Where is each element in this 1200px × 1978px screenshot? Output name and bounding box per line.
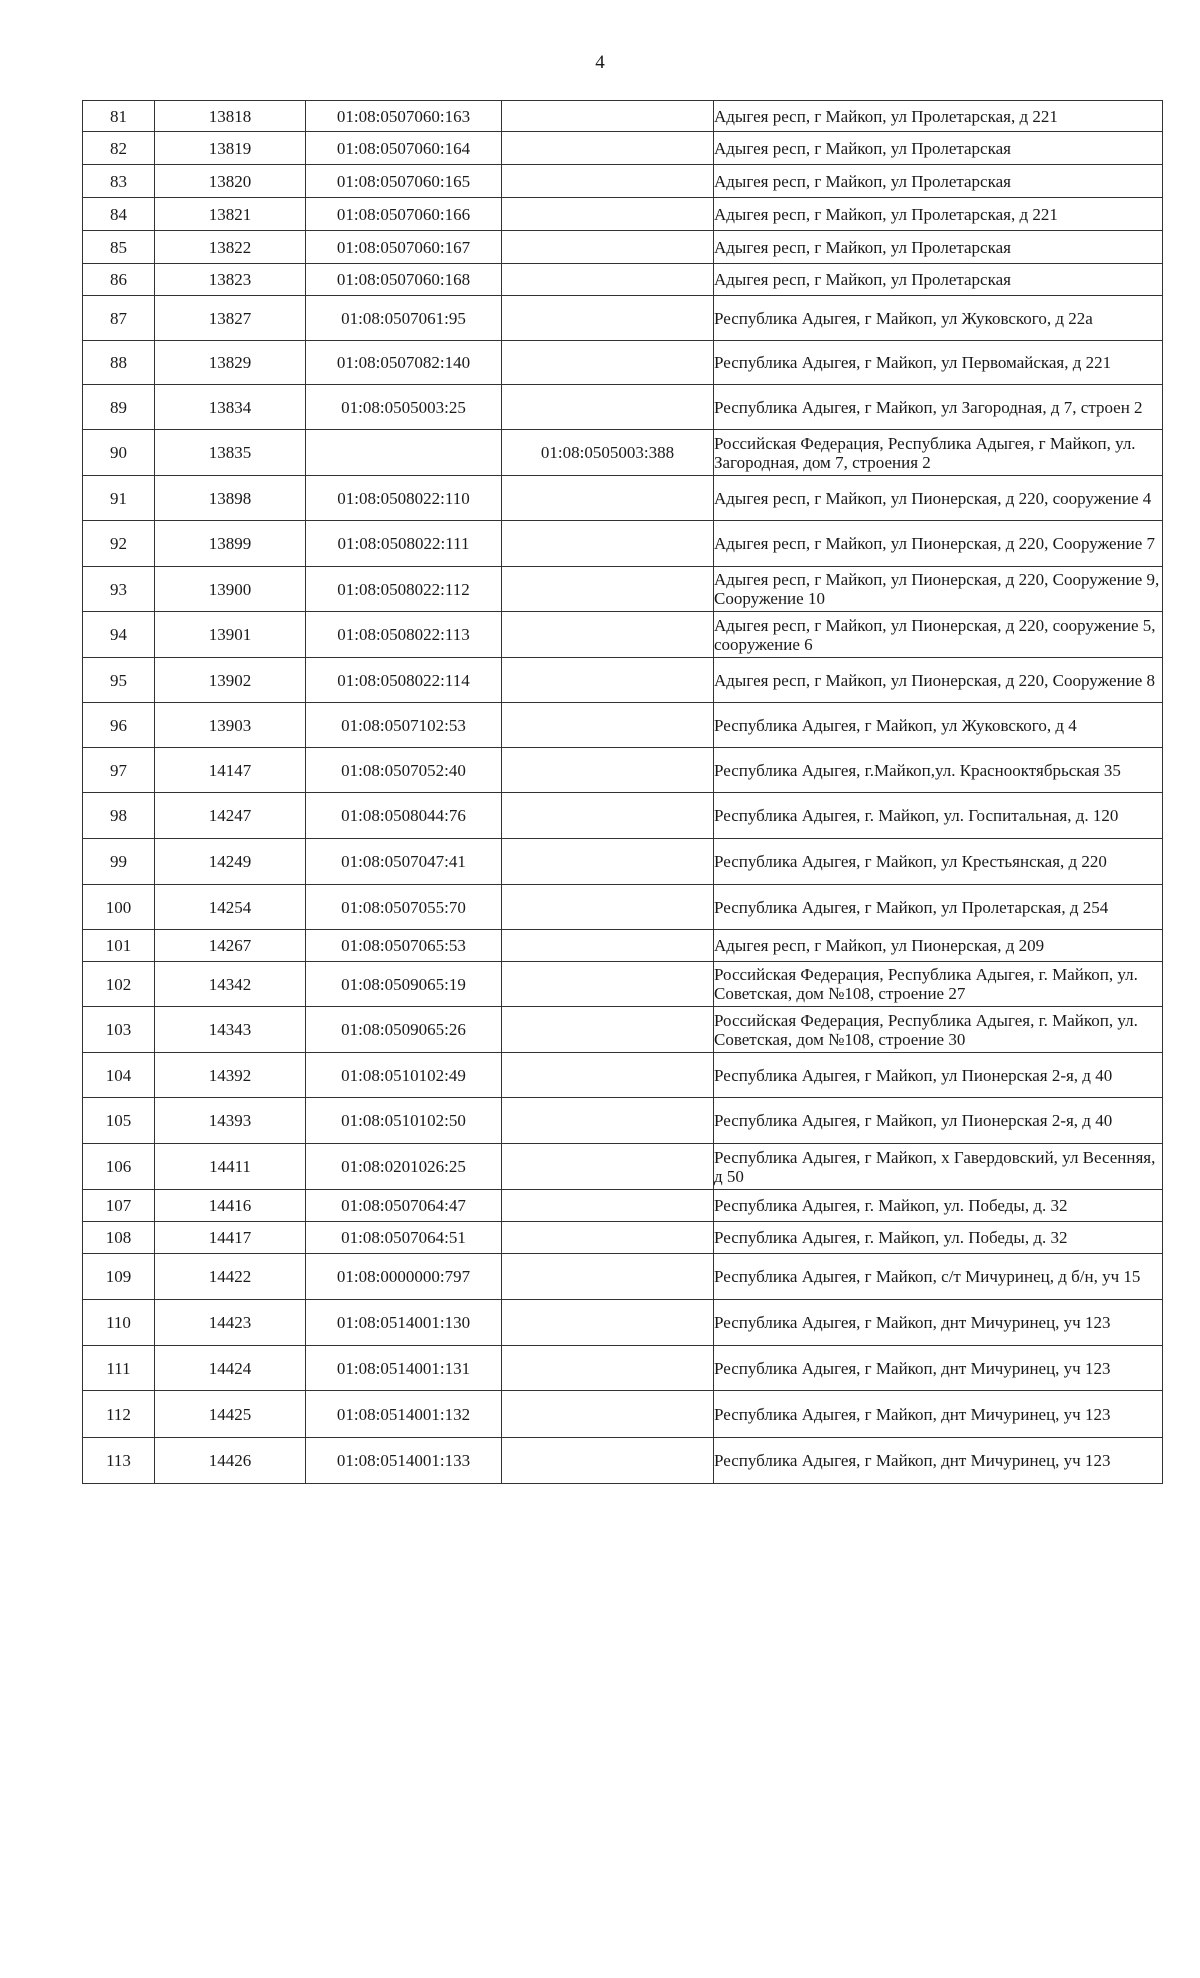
row-number-cell: 108 xyxy=(83,1222,155,1254)
cadastral-number-cell: 01:08:0507060:167 xyxy=(306,231,502,264)
cadastral-number-cell: 01:08:0507060:164 xyxy=(306,132,502,165)
table-row xyxy=(83,430,1163,476)
address-cell: Адыгея респ, г Майкоп, ул Пролетарская, д 221 xyxy=(714,198,1163,231)
related-cadastral-number-cell xyxy=(502,793,714,839)
row-number-cell: 98 xyxy=(83,793,155,839)
table-row xyxy=(83,1098,1163,1144)
table-row xyxy=(83,385,1163,430)
related-cadastral-number-cell xyxy=(502,1144,714,1190)
registry-number-cell: 14267 xyxy=(155,930,306,962)
registry-number-cell: 13901 xyxy=(155,612,306,658)
related-cadastral-number-cell xyxy=(502,231,714,264)
row-number-cell: 103 xyxy=(83,1007,155,1053)
related-cadastral-number-cell xyxy=(502,658,714,703)
table-row xyxy=(83,1053,1163,1098)
row-number-cell: 95 xyxy=(83,658,155,703)
registry-number-cell: 13829 xyxy=(155,341,306,385)
table-row xyxy=(83,612,1163,658)
table-row xyxy=(83,296,1163,341)
registry-number-cell: 14254 xyxy=(155,885,306,930)
related-cadastral-number-cell xyxy=(502,839,714,885)
related-cadastral-number-cell xyxy=(502,1254,714,1300)
address-cell: Российская Федерация, Республика Адыгея, г. Майкоп, ул. Советская, дом №108, строение 27 xyxy=(714,962,1163,1007)
row-number-cell: 96 xyxy=(83,703,155,748)
row-number-cell: 81 xyxy=(83,101,155,132)
cadastral-number-cell: 01:08:0505003:25 xyxy=(306,385,502,430)
address-cell: Адыгея респ, г Майкоп, ул Пионерская, д 220, сооружение 5, сооружение 6 xyxy=(714,612,1163,658)
registry-number-cell: 13823 xyxy=(155,264,306,296)
table-row xyxy=(83,793,1163,839)
table-row xyxy=(83,839,1163,885)
related-cadastral-number-cell xyxy=(502,296,714,341)
registry-number-cell: 13900 xyxy=(155,567,306,612)
table-row xyxy=(83,1007,1163,1053)
table-row xyxy=(83,1300,1163,1346)
related-cadastral-number-cell xyxy=(502,567,714,612)
row-number-cell: 100 xyxy=(83,885,155,930)
cadastral-number-cell: 01:08:0510102:50 xyxy=(306,1098,502,1144)
registry-number-cell: 14393 xyxy=(155,1098,306,1144)
registry-number-cell: 14247 xyxy=(155,793,306,839)
registry-number-cell: 14411 xyxy=(155,1144,306,1190)
row-number-cell: 88 xyxy=(83,341,155,385)
table-row xyxy=(83,101,1163,132)
table-row xyxy=(83,1346,1163,1391)
related-cadastral-number-cell xyxy=(502,521,714,567)
page-number: 4 xyxy=(595,52,605,73)
related-cadastral-number-cell xyxy=(502,1300,714,1346)
related-cadastral-number-cell xyxy=(502,703,714,748)
address-cell: Республика Адыгея, г. Майкоп, ул. Победы, д. 32 xyxy=(714,1222,1163,1254)
registry-number-cell: 13822 xyxy=(155,231,306,264)
address-cell: Республика Адыгея, г Майкоп, днт Мичуринец, уч 123 xyxy=(714,1391,1163,1438)
registry-number-cell: 14147 xyxy=(155,748,306,793)
row-number-cell: 87 xyxy=(83,296,155,341)
related-cadastral-number-cell xyxy=(502,1346,714,1391)
registry-number-cell: 14343 xyxy=(155,1007,306,1053)
row-number-cell: 101 xyxy=(83,930,155,962)
row-number-cell: 109 xyxy=(83,1254,155,1300)
cadastral-number-cell: 01:08:0508022:114 xyxy=(306,658,502,703)
row-number-cell: 86 xyxy=(83,264,155,296)
cadastral-number-cell: 01:08:0508022:111 xyxy=(306,521,502,567)
related-cadastral-number-cell xyxy=(502,476,714,521)
registry-number-cell: 14417 xyxy=(155,1222,306,1254)
row-number-cell: 84 xyxy=(83,198,155,231)
table-row xyxy=(83,930,1163,962)
related-cadastral-number-cell xyxy=(502,264,714,296)
cadastral-number-cell: 01:08:0509065:19 xyxy=(306,962,502,1007)
address-cell: Адыгея респ, г Майкоп, ул Пионерская, д 220, Сооружение 9, Сооружение 10 xyxy=(714,567,1163,612)
table-row xyxy=(83,264,1163,296)
table-row xyxy=(83,1438,1163,1484)
address-cell: Республика Адыгея, г Майкоп, ул Крестьянская, д 220 xyxy=(714,839,1163,885)
row-number-cell: 104 xyxy=(83,1053,155,1098)
registry-number-cell: 14342 xyxy=(155,962,306,1007)
registry-number-cell: 13821 xyxy=(155,198,306,231)
cadastral-number-cell: 01:08:0509065:26 xyxy=(306,1007,502,1053)
address-cell: Республика Адыгея, г. Майкоп, ул. Победы, д. 32 xyxy=(714,1190,1163,1222)
related-cadastral-number-cell xyxy=(502,132,714,165)
table-row xyxy=(83,703,1163,748)
address-cell: Адыгея респ, г Майкоп, ул Пионерская, д 220, сооружение 4 xyxy=(714,476,1163,521)
address-cell: Республика Адыгея, г Майкоп, с/т Мичуринец, д б/н, уч 15 xyxy=(714,1254,1163,1300)
address-cell: Республика Адыгея, г Майкоп, ул Пролетарская, д 254 xyxy=(714,885,1163,930)
address-cell: Республика Адыгея, г Майкоп, ул Жуковского, д 22а xyxy=(714,296,1163,341)
table-row xyxy=(83,1144,1163,1190)
address-cell: Адыгея респ, г Майкоп, ул Пионерская, д 220, Сооружение 7 xyxy=(714,521,1163,567)
address-cell: Республика Адыгея, г. Майкоп, ул. Госпитальная, д. 120 xyxy=(714,793,1163,839)
row-number-cell: 82 xyxy=(83,132,155,165)
cadastral-number-cell: 01:08:0508022:113 xyxy=(306,612,502,658)
row-number-cell: 110 xyxy=(83,1300,155,1346)
table-row xyxy=(83,1391,1163,1438)
registry-number-cell: 13903 xyxy=(155,703,306,748)
cadastral-number-cell: 01:08:0507064:51 xyxy=(306,1222,502,1254)
related-cadastral-number-cell xyxy=(502,885,714,930)
address-cell: Адыгея респ, г Майкоп, ул Пионерская, д 209 xyxy=(714,930,1163,962)
registry-number-cell: 13834 xyxy=(155,385,306,430)
registry-number-cell: 14426 xyxy=(155,1438,306,1484)
address-cell: Российская Федерация, Республика Адыгея, г Майкоп, ул. Загородная, дом 7, строения 2 xyxy=(714,430,1163,476)
row-number-cell: 107 xyxy=(83,1190,155,1222)
table-row xyxy=(83,962,1163,1007)
related-cadastral-number-cell: 01:08:0505003:388 xyxy=(502,430,714,476)
row-number-cell: 83 xyxy=(83,165,155,198)
cadastral-number-cell: 01:08:0507060:163 xyxy=(306,101,502,132)
cadastral-number-cell: 01:08:0508022:112 xyxy=(306,567,502,612)
cadastral-number-cell: 01:08:0507060:168 xyxy=(306,264,502,296)
registry-number-cell: 13827 xyxy=(155,296,306,341)
registry-number-cell: 13818 xyxy=(155,101,306,132)
registry-number-cell: 14249 xyxy=(155,839,306,885)
table-body xyxy=(83,101,1163,1484)
table-row xyxy=(83,1190,1163,1222)
address-cell: Адыгея респ, г Майкоп, ул Пролетарская xyxy=(714,231,1163,264)
related-cadastral-number-cell xyxy=(502,1098,714,1144)
address-cell: Республика Адыгея, г.Майкоп,ул. Краснооктябрьская 35 xyxy=(714,748,1163,793)
table-row xyxy=(83,341,1163,385)
registry-number-cell: 13898 xyxy=(155,476,306,521)
related-cadastral-number-cell xyxy=(502,1438,714,1484)
registry-number-cell: 14392 xyxy=(155,1053,306,1098)
related-cadastral-number-cell xyxy=(502,1391,714,1438)
address-cell: Республика Адыгея, г Майкоп, ул Загородная, д 7, строен 2 xyxy=(714,385,1163,430)
table-row xyxy=(83,1254,1163,1300)
registry-number-cell: 14425 xyxy=(155,1391,306,1438)
row-number-cell: 94 xyxy=(83,612,155,658)
address-cell: Республика Адыгея, г Майкоп, днт Мичуринец, уч 123 xyxy=(714,1438,1163,1484)
registry-number-cell: 14423 xyxy=(155,1300,306,1346)
registry-number-cell: 13835 xyxy=(155,430,306,476)
table-row xyxy=(83,132,1163,165)
related-cadastral-number-cell xyxy=(502,341,714,385)
address-cell: Адыгея респ, г Майкоп, ул Пролетарская xyxy=(714,264,1163,296)
table-row xyxy=(83,658,1163,703)
cadastral-number-cell: 01:08:0508022:110 xyxy=(306,476,502,521)
cadastral-number-cell: 01:08:0201026:25 xyxy=(306,1144,502,1190)
cadastral-number-cell: 01:08:0514001:130 xyxy=(306,1300,502,1346)
address-cell: Адыгея респ, г Майкоп, ул Пролетарская xyxy=(714,165,1163,198)
cadastral-number-cell: 01:08:0507052:40 xyxy=(306,748,502,793)
cadastral-number-cell xyxy=(306,430,502,476)
cadastral-number-cell: 01:08:0507102:53 xyxy=(306,703,502,748)
related-cadastral-number-cell xyxy=(502,612,714,658)
table-row xyxy=(83,165,1163,198)
cadastral-number-cell: 01:08:0507060:165 xyxy=(306,165,502,198)
registry-number-cell: 14416 xyxy=(155,1190,306,1222)
registry-number-cell: 13899 xyxy=(155,521,306,567)
address-cell: Адыгея респ, г Майкоп, ул Пролетарская xyxy=(714,132,1163,165)
cadastral-number-cell: 01:08:0514001:132 xyxy=(306,1391,502,1438)
related-cadastral-number-cell xyxy=(502,1222,714,1254)
registry-number-cell: 13902 xyxy=(155,658,306,703)
row-number-cell: 93 xyxy=(83,567,155,612)
cadastral-number-cell: 01:08:0507065:53 xyxy=(306,930,502,962)
related-cadastral-number-cell xyxy=(502,748,714,793)
row-number-cell: 97 xyxy=(83,748,155,793)
address-cell: Адыгея респ, г Майкоп, ул Пионерская, д 220, Сооружение 8 xyxy=(714,658,1163,703)
cadastral-number-cell: 01:08:0507064:47 xyxy=(306,1190,502,1222)
table-row xyxy=(83,885,1163,930)
address-cell: Республика Адыгея, г Майкоп, днт Мичуринец, уч 123 xyxy=(714,1346,1163,1391)
related-cadastral-number-cell xyxy=(502,930,714,962)
cadastral-number-cell: 01:08:0514001:133 xyxy=(306,1438,502,1484)
cadastral-number-cell: 01:08:0514001:131 xyxy=(306,1346,502,1391)
address-cell: Адыгея респ, г Майкоп, ул Пролетарская, д 221 xyxy=(714,101,1163,132)
address-cell: Республика Адыгея, г Майкоп, ул Пионерская 2-я, д 40 xyxy=(714,1098,1163,1144)
row-number-cell: 113 xyxy=(83,1438,155,1484)
cadastral-number-cell: 01:08:0510102:49 xyxy=(306,1053,502,1098)
registry-number-cell: 14422 xyxy=(155,1254,306,1300)
related-cadastral-number-cell xyxy=(502,1053,714,1098)
related-cadastral-number-cell xyxy=(502,101,714,132)
table-row xyxy=(83,198,1163,231)
row-number-cell: 99 xyxy=(83,839,155,885)
cadastral-number-cell: 01:08:0508044:76 xyxy=(306,793,502,839)
registry-number-cell: 13820 xyxy=(155,165,306,198)
row-number-cell: 92 xyxy=(83,521,155,567)
row-number-cell: 102 xyxy=(83,962,155,1007)
row-number-cell: 112 xyxy=(83,1391,155,1438)
related-cadastral-number-cell xyxy=(502,165,714,198)
address-cell: Республика Адыгея, г Майкоп, днт Мичуринец, уч 123 xyxy=(714,1300,1163,1346)
row-number-cell: 105 xyxy=(83,1098,155,1144)
address-cell: Республика Адыгея, г Майкоп, ул Первомайская, д 221 xyxy=(714,341,1163,385)
address-cell: Республика Адыгея, г Майкоп, х Гавердовский, ул Весенняя, д 50 xyxy=(714,1144,1163,1190)
registry-number-cell: 14424 xyxy=(155,1346,306,1391)
related-cadastral-number-cell xyxy=(502,1190,714,1222)
address-cell: Республика Адыгея, г Майкоп, ул Пионерская 2-я, д 40 xyxy=(714,1053,1163,1098)
table-row xyxy=(83,476,1163,521)
table-row xyxy=(83,567,1163,612)
address-cell: Республика Адыгея, г Майкоп, ул Жуковского, д 4 xyxy=(714,703,1163,748)
cadastral-number-cell: 01:08:0507055:70 xyxy=(306,885,502,930)
table-row xyxy=(83,748,1163,793)
related-cadastral-number-cell xyxy=(502,385,714,430)
cadastral-number-cell: 01:08:0000000:797 xyxy=(306,1254,502,1300)
row-number-cell: 106 xyxy=(83,1144,155,1190)
related-cadastral-number-cell xyxy=(502,198,714,231)
row-number-cell: 89 xyxy=(83,385,155,430)
cadastral-number-cell: 01:08:0507047:41 xyxy=(306,839,502,885)
related-cadastral-number-cell xyxy=(502,1007,714,1053)
row-number-cell: 91 xyxy=(83,476,155,521)
table-row xyxy=(83,1222,1163,1254)
row-number-cell: 90 xyxy=(83,430,155,476)
cadastral-number-cell: 01:08:0507061:95 xyxy=(306,296,502,341)
registry-number-cell: 13819 xyxy=(155,132,306,165)
cadastral-number-cell: 01:08:0507060:166 xyxy=(306,198,502,231)
related-cadastral-number-cell xyxy=(502,962,714,1007)
table-row xyxy=(83,231,1163,264)
row-number-cell: 111 xyxy=(83,1346,155,1391)
address-cell: Российская Федерация, Республика Адыгея, г. Майкоп, ул. Советская, дом №108, строение 30 xyxy=(714,1007,1163,1053)
table-row xyxy=(83,521,1163,567)
cadastral-number-cell: 01:08:0507082:140 xyxy=(306,341,502,385)
property-registry-table xyxy=(82,100,1163,1484)
row-number-cell: 85 xyxy=(83,231,155,264)
